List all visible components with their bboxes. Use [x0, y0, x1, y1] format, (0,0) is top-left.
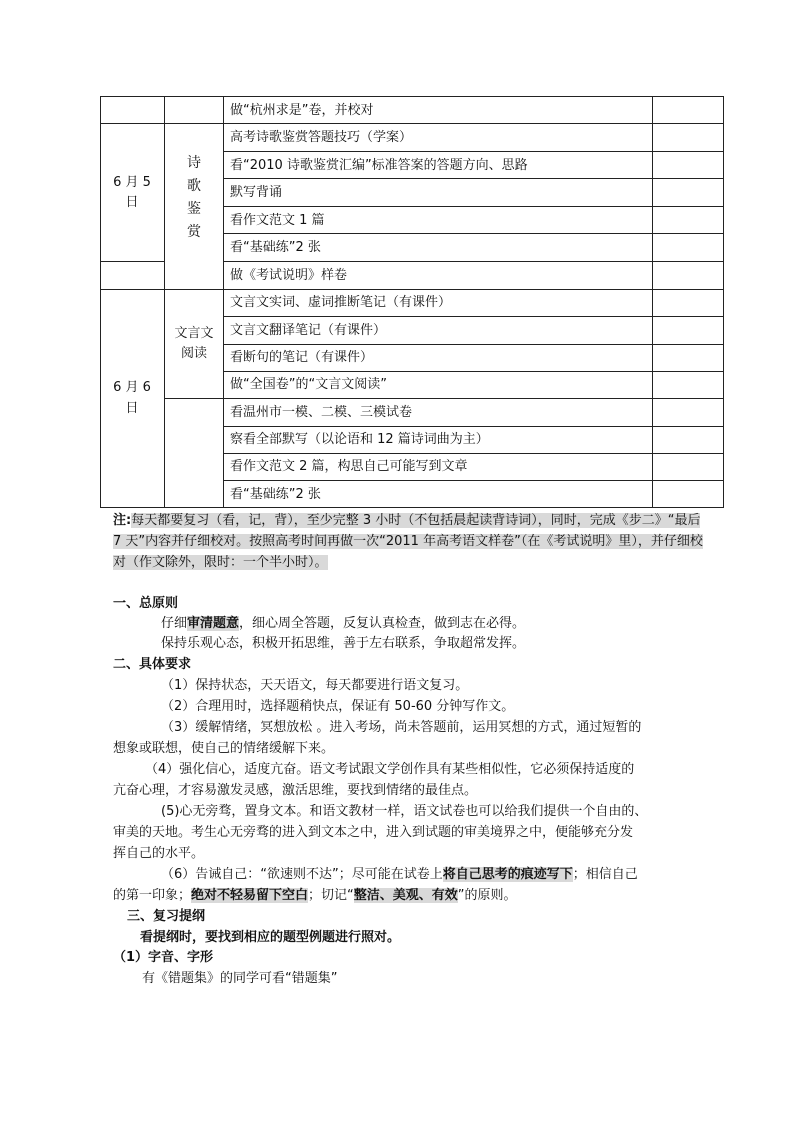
task-cell: 看“基础练”2 张	[230, 487, 321, 502]
note-paragraph	[113, 510, 703, 573]
task-cell: 察看全部默写（以论语和 12 篇诗词曲为主）	[230, 432, 489, 447]
highlight-text: 审清题意	[187, 616, 240, 631]
text-run: ”的原则。	[457, 888, 517, 903]
subject-char: 歌	[187, 178, 201, 194]
date-line: 6 月 6	[113, 380, 151, 395]
text-run: 仔细	[161, 616, 188, 631]
subject-line: 阅读	[180, 346, 207, 361]
subheading: （1）字音、字形	[113, 950, 214, 965]
text-run: ，细心周全答题，反复认真检查，做到志在必得。	[239, 616, 526, 631]
paragraph-line	[161, 614, 525, 634]
highlight-text: 整洁、美观、有效	[353, 888, 458, 903]
paragraph-line: （3）缓解情绪，冥想放松 。进入考场，尚未答题前，运用冥想的方式，通过短暂的	[161, 720, 642, 735]
subheading: 看提纲时，要找到相应的题型例题进行照对。	[140, 930, 401, 945]
paragraph-line	[113, 886, 517, 906]
task-cell: 看“基础练”2 张	[230, 240, 321, 255]
text-run: ；相信自己	[572, 867, 638, 882]
highlight-text: 将自己思考的痕迹写下	[442, 867, 573, 882]
paragraph-line: 挥自己的水平。	[113, 846, 205, 861]
task-cell: 看作文范文 2 篇，构思自己可能写到文章	[230, 459, 468, 474]
note-label: 注:	[113, 513, 132, 528]
paragraph-line: 保持乐观心态，积极开拓思维，善于左右联系，争取超常发挥。	[161, 636, 526, 651]
note-text: 每天都要复习（看，记，背），至少完整 3 小时（不包括晨起读背诗词），同时，完成《步二》“最后 7 天”内容并仔细校对。按照高考时间再做一次“2011 年高考语文样卷”（在《考试说明》里），并仔细校对（作文除外，限时：一个半小时）。	[113, 513, 703, 570]
paragraph-line: 亢奋心理，才容易激发灵感，激活思维，要找到情绪的最佳点。	[113, 783, 478, 798]
paragraph-line	[161, 865, 638, 885]
text-run: ；切记“	[308, 888, 354, 903]
date-line: 6 月 5	[113, 175, 151, 190]
task-cell: 做“全国卷”的“文言文阅读”	[230, 377, 387, 392]
task-cell: 看作文范文 1 篇	[230, 213, 325, 228]
task-cell: 高考诗歌鉴赏答题技巧（学案）	[230, 130, 413, 145]
paragraph-line: 想象或联想，使自己的情绪缓解下来。	[113, 741, 335, 756]
text-run: （6）告诫自己：“欲速则不达”；尽可能在试卷上	[161, 867, 443, 882]
section-heading: 三、复习提纲	[127, 909, 206, 924]
text-run: 的第一印象；	[113, 888, 192, 903]
paragraph-line: （2）合理用时，选择题稍快点，保证有 50-60 分钟写作文。	[161, 699, 515, 714]
section-heading: 一、总原则	[113, 596, 179, 611]
subject-char: 赏	[187, 224, 201, 240]
paragraph-line: （4）强化信心，适度亢奋。语文考试跟文学创作具有某些相似性，它必须保持适度的	[145, 762, 635, 777]
task-cell: 看“2010 诗歌鉴赏汇编”标准答案的答题方向、思路	[230, 158, 528, 173]
task-cell: 做“杭州求是”卷，并校对	[230, 103, 374, 118]
paragraph-line: （1）保持状态，天天语文，每天都要进行语文复习。	[161, 678, 469, 693]
task-cell: 做《考试说明》样卷	[230, 268, 348, 283]
highlight-text: 绝对不轻易留下空白	[191, 888, 309, 903]
paragraph-line: 有《错题集》的同学可看“错题集”	[142, 971, 338, 986]
task-cell: 看断句的笔记（有课件）	[230, 350, 374, 365]
subject-line: 文言文	[174, 326, 214, 341]
date-line: 日	[125, 195, 139, 210]
study-schedule-table	[100, 96, 724, 508]
task-cell: 看温州市一模、二模、三模试卷	[230, 405, 413, 420]
paragraph-line: 审美的天地。考生心无旁骛的进入到文本之中，进入到试题的审美境界之中，便能够充分发	[113, 825, 634, 840]
task-cell: 文言文翻译笔记（有课件）	[230, 323, 387, 338]
section-heading: 二、具体要求	[113, 657, 192, 672]
subject-char: 鉴	[187, 201, 201, 217]
subject-char: 诗	[187, 155, 201, 171]
date-line: 日	[125, 401, 139, 416]
task-cell: 默写背诵	[230, 185, 283, 200]
paragraph-line: (5)心无旁骛，置身文本。和语文教材一样，语文试卷也可以给我们提供一个自由的、	[161, 804, 648, 819]
task-cell: 文言文实词、虚词推断笔记（有课件）	[230, 295, 452, 310]
